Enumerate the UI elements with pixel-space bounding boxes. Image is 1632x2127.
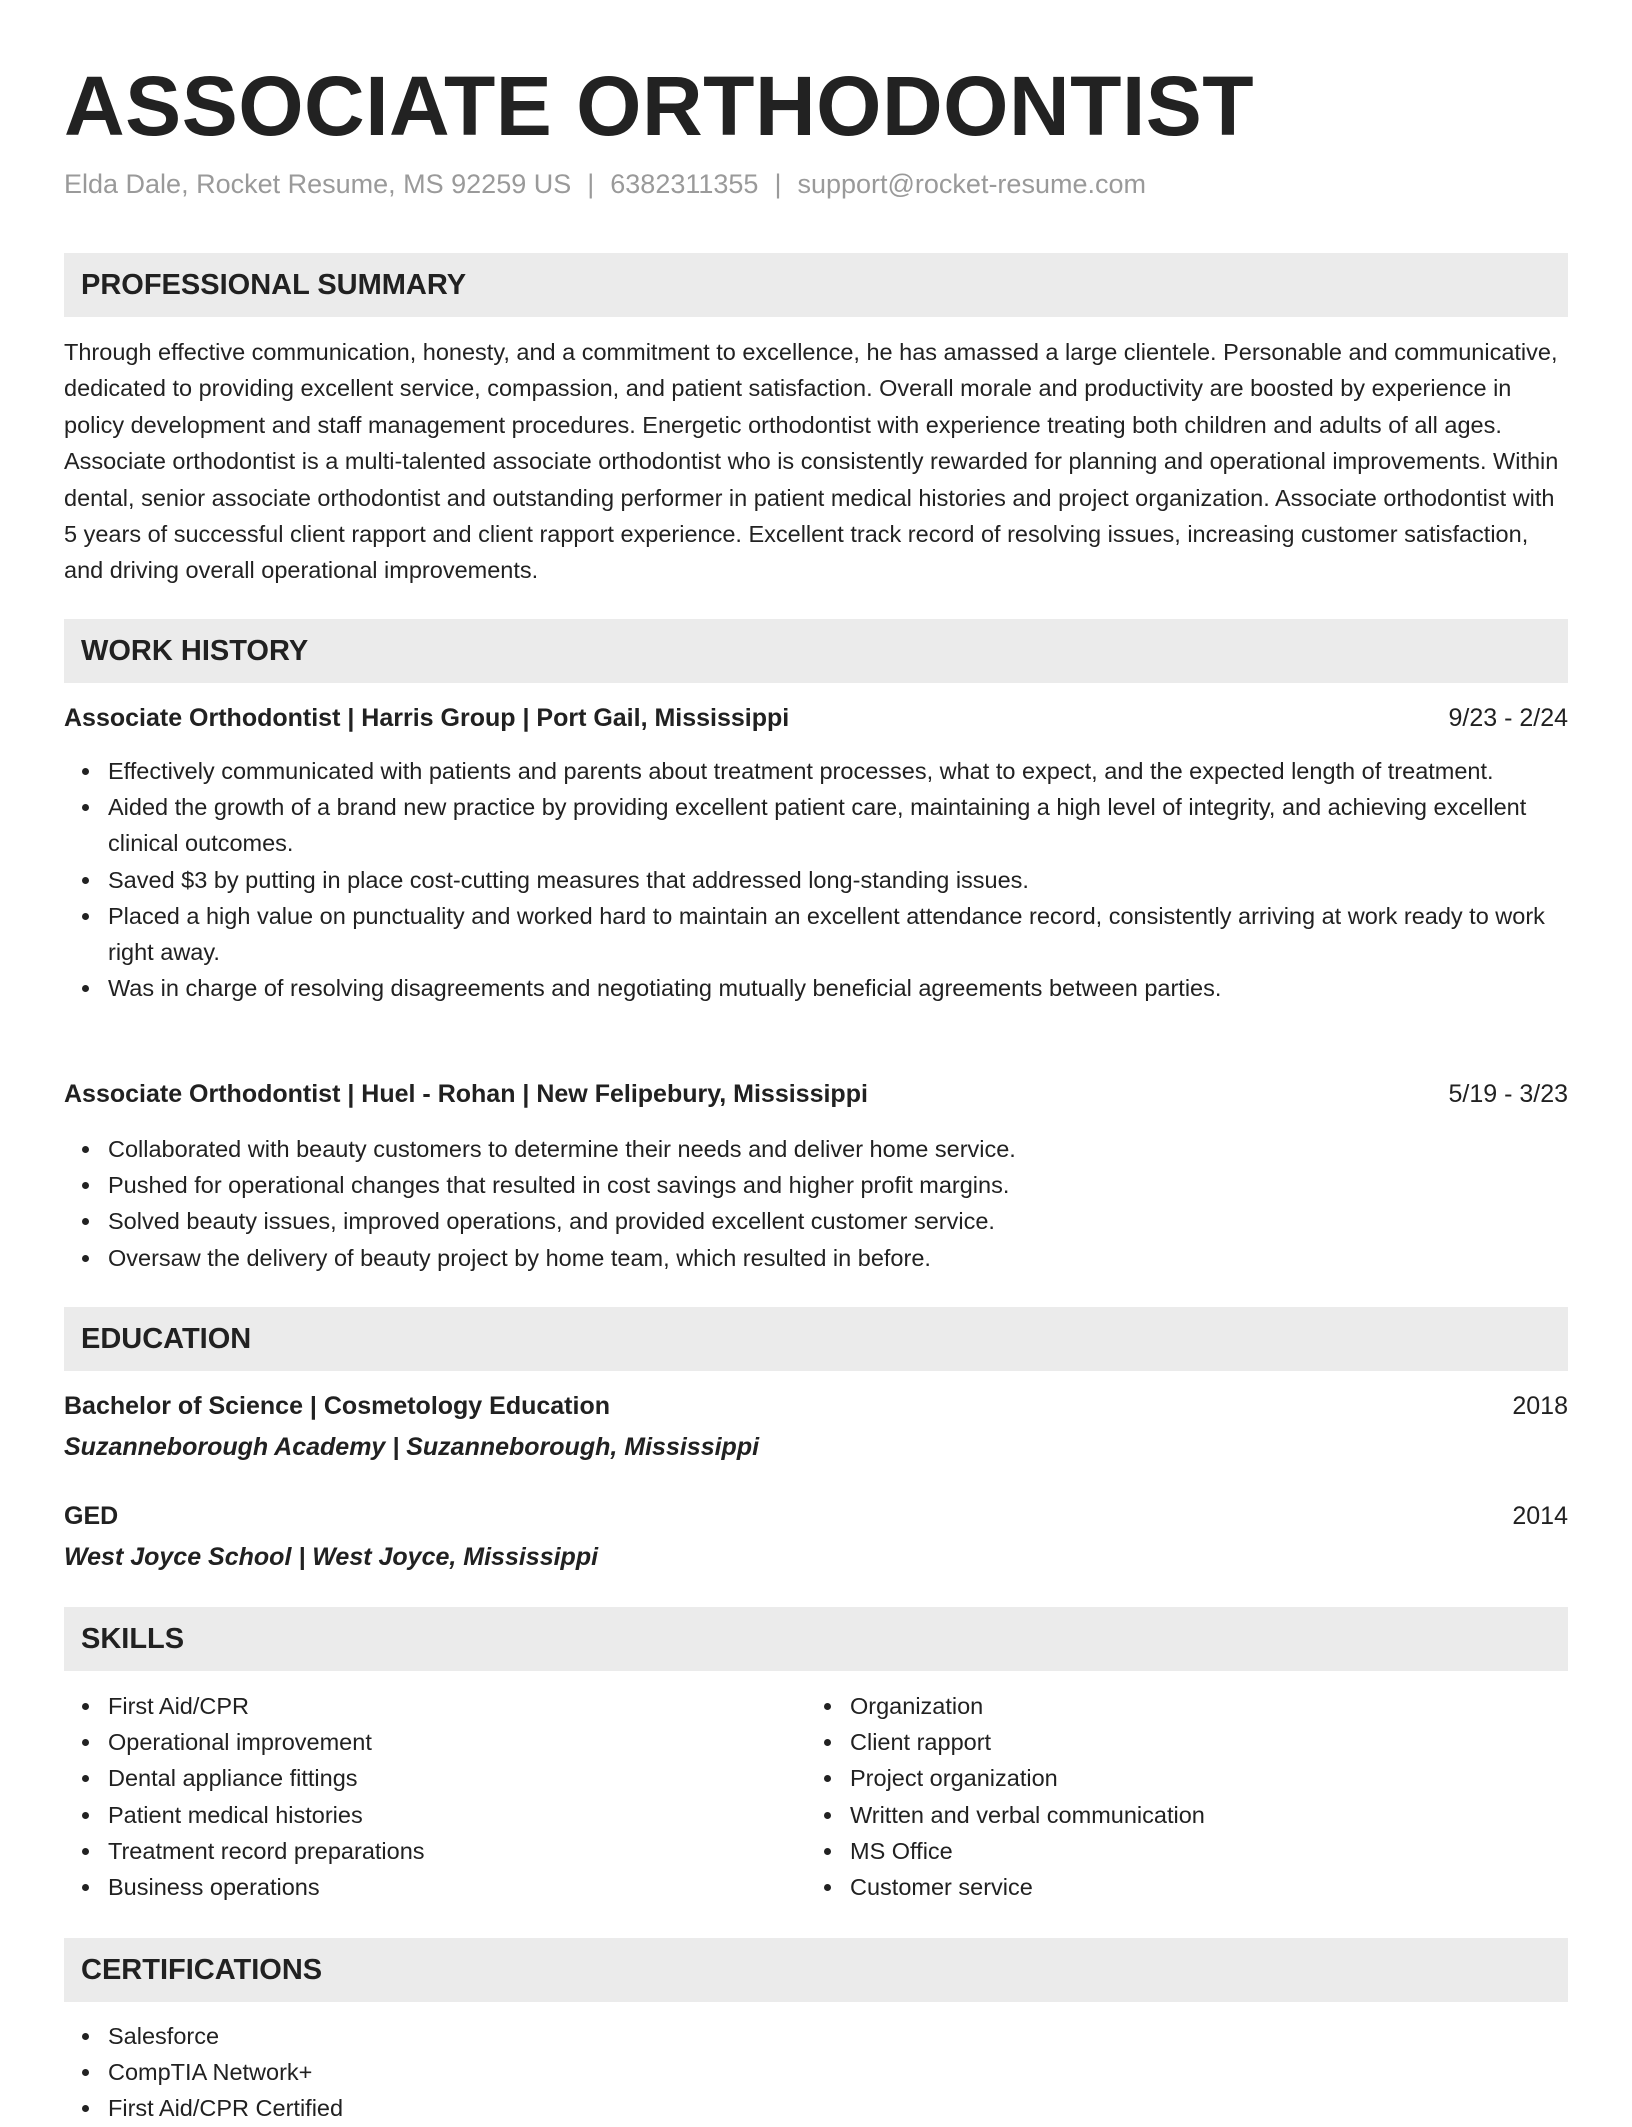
list-item: Collaborated with beauty customers to determine their needs and deliver home service. xyxy=(108,1131,1588,1167)
list-item: Oversaw the delivery of beauty project by home team, which resulted in before. xyxy=(108,1240,1588,1276)
contact-phone: 6382311355 xyxy=(610,169,759,199)
contact-address: Elda Dale, Rocket Resume, MS 92259 US xyxy=(64,169,572,199)
certifications-list xyxy=(64,2018,1588,2127)
list-item: Business operations xyxy=(108,1869,1588,1905)
job-title: Associate Orthodontist | Huel - Rohan | New Felipebury, Mississippi xyxy=(64,1080,868,1108)
list-item: Aided the growth of a brand new practice by providing excellent patient care, maintaining a high level of integrity, and achieving excellent clinical outcomes. xyxy=(108,789,1588,861)
resume-title: ASSOCIATE ORTHODONTIST xyxy=(64,59,1255,153)
work-section-header xyxy=(64,619,1568,683)
job-header xyxy=(64,1076,1568,1112)
list-item: First Aid/CPR xyxy=(108,1688,1588,1724)
graduation-year: 2014 xyxy=(1512,1502,1568,1530)
list-item: Project organization xyxy=(850,1760,1632,1796)
job-title: Associate Orthodontist | Harris Group | Port Gail, Mississippi xyxy=(64,704,790,732)
list-item: Operational improvement xyxy=(108,1724,1588,1760)
school-name: West Joyce School | West Joyce, Mississippi xyxy=(64,1543,599,1571)
certifications-section-header xyxy=(64,1938,1568,2002)
contact-separator: | xyxy=(587,169,595,199)
contact-email: support@rocket-resume.com xyxy=(797,169,1146,199)
education-heading: EDUCATION xyxy=(81,1323,252,1355)
skills-heading: SKILLS xyxy=(81,1623,185,1655)
education-header xyxy=(64,1388,1568,1424)
list-item: Client rapport xyxy=(850,1724,1632,1760)
certifications-heading: CERTIFICATIONS xyxy=(81,1954,323,1986)
skills-section-header xyxy=(64,1607,1568,1671)
list-item: Was in charge of resolving disagreements and negotiating mutually beneficial agreements between parties. xyxy=(108,970,1588,1006)
degree: Bachelor of Science | Cosmetology Education xyxy=(64,1392,610,1420)
list-item: First Aid/CPR Certified xyxy=(108,2090,1588,2126)
list-item: Placed a high value on punctuality and worked hard to maintain an excellent attendance record, consistently arriving at work ready to work right away. xyxy=(108,898,1588,970)
degree: GED xyxy=(64,1502,119,1530)
list-item: Pushed for operational changes that resulted in cost savings and higher profit margins. xyxy=(108,1167,1588,1203)
graduation-year: 2018 xyxy=(1512,1392,1568,1420)
list-item: Solved beauty issues, improved operations, and provided excellent customer service. xyxy=(108,1203,1588,1239)
summary-section-header xyxy=(64,253,1568,317)
skills-list-right xyxy=(806,1688,1632,1905)
job-bullet-list xyxy=(64,753,1588,1006)
list-item: Dental appliance fittings xyxy=(108,1760,1588,1796)
list-item: Salesforce xyxy=(108,2018,1588,2054)
school-name: Suzanneborough Academy | Suzanneborough, Mississippi xyxy=(64,1433,760,1461)
job-header xyxy=(64,700,1568,736)
list-item: Effectively communicated with patients and parents about treatment processes, what to expect, and the expected length of treatment. xyxy=(108,753,1588,789)
list-item: Customer service xyxy=(850,1869,1632,1905)
contact-line xyxy=(64,166,1146,202)
list-item: Saved $3 by putting in place cost-cutting measures that addressed long-standing issues. xyxy=(108,862,1588,898)
list-item: MS Office xyxy=(850,1833,1632,1869)
list-item: Treatment record preparations xyxy=(108,1833,1588,1869)
list-item: Written and verbal communication xyxy=(850,1797,1632,1833)
job-dates: 9/23 - 2/24 xyxy=(1448,704,1568,732)
list-item: Organization xyxy=(850,1688,1632,1724)
job-dates: 5/19 - 3/23 xyxy=(1448,1080,1568,1108)
education-section-header xyxy=(64,1307,1568,1371)
list-item: Patient medical histories xyxy=(108,1797,1588,1833)
job-bullet-list xyxy=(64,1131,1588,1276)
education-header xyxy=(64,1498,1568,1534)
work-heading: WORK HISTORY xyxy=(81,635,309,667)
summary-text: Through effective communication, honesty, and a commitment to excellence, he has amassed a large clientele. Personable and communicative, dedicated to providing excellent service, compassion, and patient satisfaction. Overall morale and productivity are boosted by experience in policy development and staff management procedures. Energetic orthodontist with experience treating both children and adults of all ages. Associate orthodontist is a multi-talented associate orthodontist who is consistently rewarded for planning and operational improvements. Within dental, senior associate orthodontist and outstanding performer in patient medical histories and project organization. Associate orthodontist with 5 years of successful client rapport and client rapport experience. Excellent track record of resolving issues, increasing customer satisfaction, and driving overall operational improvements. xyxy=(64,339,1559,584)
contact-separator: | xyxy=(774,169,782,199)
summary-heading: PROFESSIONAL SUMMARY xyxy=(81,269,467,301)
list-item: CompTIA Network+ xyxy=(108,2054,1588,2090)
